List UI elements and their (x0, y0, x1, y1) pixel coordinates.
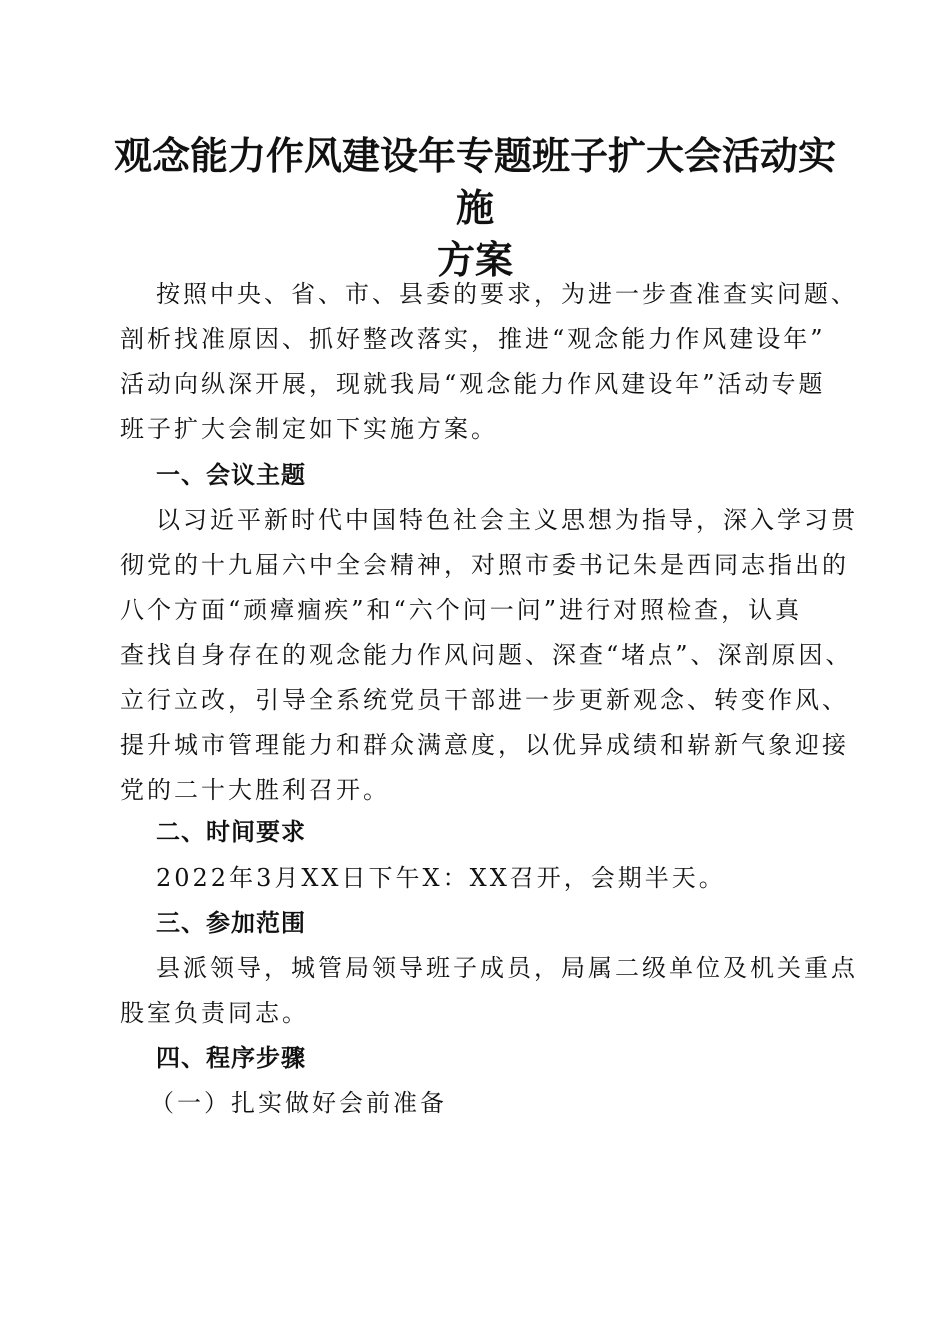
section-4-heading: 四、程序步骤 (156, 1044, 306, 1072)
section-2-paragraph (120, 856, 840, 901)
paragraph-line: 彻党的十九届六中全会精神，对照市委书记朱是西同志指出的 (120, 551, 849, 579)
section-1-heading: 一、会议主题 (156, 461, 306, 489)
intro-paragraph (120, 272, 858, 452)
paragraph-line: 八个方面“顽瘴痼疾”和“六个问一问”进行对照检查，认真 (120, 596, 803, 624)
paragraph-line: 提升城市管理能力和群众满意度，以优异成绩和崭新气象迎接 (120, 731, 849, 759)
section-3-heading: 三、参加范围 (156, 909, 306, 937)
section-4-subheading: （一）扎实做好会前准备 (150, 1089, 447, 1117)
section-3-paragraph (120, 946, 858, 1036)
paragraph-line: 以习近平新时代中国特色社会主义思想为指导，深入学习贯 (156, 506, 858, 534)
paragraph-line: 立行立改，引导全系统党员干部进一步更新观念、转变作风、 (120, 686, 849, 714)
document-title (100, 130, 850, 286)
intro-line: 班子扩大会制定如下实施方案。 (120, 415, 498, 443)
paragraph-line: 县派领导，城管局领导班子成员，局属二级单位及机关重点 (156, 954, 858, 982)
intro-line: 剖析找准原因、抓好整改落实，推进“观念能力作风建设年” (120, 325, 826, 353)
paragraph-line: 党的二十大胜利召开。 (120, 776, 390, 804)
paragraph-line: 查找自身存在的观念能力作风问题、深查“堵点”、深剖原因、 (120, 641, 853, 669)
section-2-heading: 二、时间要求 (156, 818, 306, 846)
section-1-paragraph (120, 498, 858, 813)
title-line-2: 方案 (436, 237, 513, 282)
intro-line: 按照中央、省、市、县委的要求，为进一步查准查实问题、 (156, 280, 858, 308)
paragraph-line: 2022年3月XX日下午X：XX召开，会期半天。 (156, 864, 726, 892)
paragraph-line: 股室负责同志。 (120, 999, 309, 1027)
title-line-1: 观念能力作风建设年专题班子扩大会活动实施 (113, 133, 836, 230)
intro-line: 活动向纵深开展，现就我局“观念能力作风建设年”活动专题 (120, 370, 826, 398)
